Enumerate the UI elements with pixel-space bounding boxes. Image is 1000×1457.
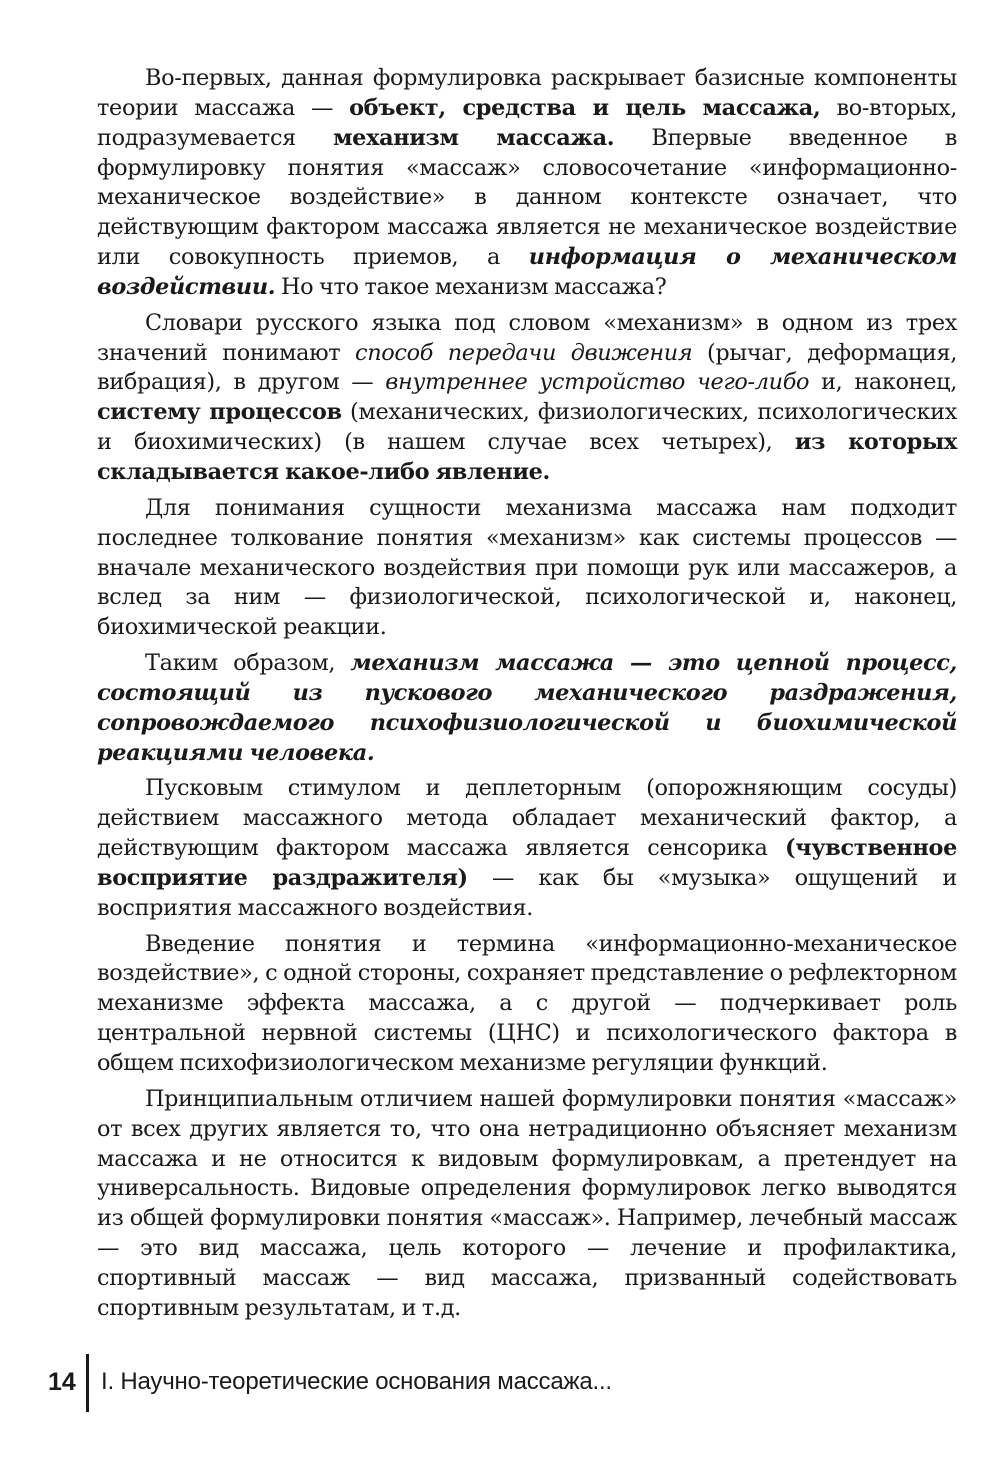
paragraph-5-run-2: (чувственное восприятие раздражителя) — [97, 835, 957, 891]
paragraph-2-run-4: внутреннее устройство чего-либо — [385, 369, 810, 396]
paragraph-3-run-1: Для понимания сущности механизма массажа нам подходит последнее толкование понятия «механизм» как системы процессов — вначале механического воздействия при помощи рук или массажеров, а вслед за ним — физиологической, психологической и, наконец, биохимической реакции. — [97, 494, 957, 641]
paragraph-2-run-2: способ передачи движения — [355, 339, 693, 366]
paragraph-2 — [97, 309, 957, 488]
paragraph-1-run-4: механизм массажа. — [333, 124, 615, 151]
paragraph-5-run-3: — как бы «музыка» ощущений и восприятия массажного воздействия. — [97, 864, 957, 921]
paragraph-1-run-2: объект, средства и цель массажа, — [349, 94, 821, 121]
paragraph-1-run-7: Но что такое механизм массажа? — [275, 273, 667, 300]
paragraph-1-run-1: Во-первых, данная формулировка раскрывает базисные компоненты теории массажа — — [97, 65, 957, 121]
paragraph-4-run-1: Таким образом, — [145, 650, 351, 677]
paragraph-1-run-5: Впервые введенное в формулировку понятия «массаж» словосочетание «информационно-механическое воздействие» в данном контексте означает, что действующим фактором массажа является не механическое воздействие или совокупность приемов, а — [97, 124, 958, 271]
paragraph-5 — [97, 774, 957, 923]
paragraph-1-run-6: информация о механическом воздействии. — [97, 244, 958, 300]
paragraph-2-run-1: Словари русского языка под словом «механизм» в одном из трех значений понимают — [97, 309, 957, 366]
paragraph-2-run-7: (механических, физиологических, психологических и биохимических) (в нашем случае всех четырех), — [97, 399, 957, 456]
paragraph-4-run-2: механизм массажа — это цепной процесс, состоящий из пускового механического раздражения, сопровождаемого психофизиологической и биохимической реакциями человека. — [97, 650, 957, 766]
paragraph-7 — [97, 1085, 957, 1324]
running-title: I. Научно-теоретические основания массажа... — [101, 1368, 612, 1395]
paragraph-2-run-6: систему процессов — [97, 399, 342, 426]
paragraph-4 — [97, 649, 957, 768]
body-text — [97, 64, 957, 1330]
footer-divider — [86, 1354, 89, 1412]
paragraph-5-run-1: Пусковым стимулом и деплеторным (опорожняющим сосуды) действием массажного метода обладает механический фактор, а действующим фактором массажа является сенсорика — [97, 775, 957, 862]
paragraph-3 — [97, 494, 957, 643]
paragraph-7-run-1: Принципиальным отличием нашей формулировки понятия «массаж» от всех других является то, что она нетрадиционно объясняет механизм массажа и не относится к видовым формулировкам, а претендует на универсальность. Видовые определения формулировок легко выводятся из общей формулировки понятия «массаж». Например, лечебный массаж — это вид массажа, цель которого — лечение и профилактика, спортивный массаж — вид массажа, призванный содействовать спортивным результатам, и т.д. — [97, 1085, 957, 1321]
paragraph-2-run-5: и, наконец, — [809, 369, 957, 396]
paragraph-6-run-1: Введение понятия и термина «информационно-механическое воздействие», с одной стороны, сохраняет представление о рефлекторном механизме эффекта массажа, а с другой — подчеркивает роль центральной нервной системы (ЦНС) и психологического фактора в общем психофизиологическом механизме регуляции функций. — [97, 930, 957, 1076]
page-footer — [0, 1354, 1000, 1414]
paragraph-6 — [97, 930, 957, 1079]
paragraph-1 — [97, 64, 957, 303]
paragraph-2-run-8: из которых складывается какое-либо явление. — [97, 429, 957, 485]
paragraph-1-run-3: во-вторых, подразумевается — [97, 94, 957, 151]
paragraph-2-run-3: (рычаг, деформация, вибрация), в другом — — [97, 339, 957, 396]
page-number: 14 — [48, 1368, 76, 1396]
